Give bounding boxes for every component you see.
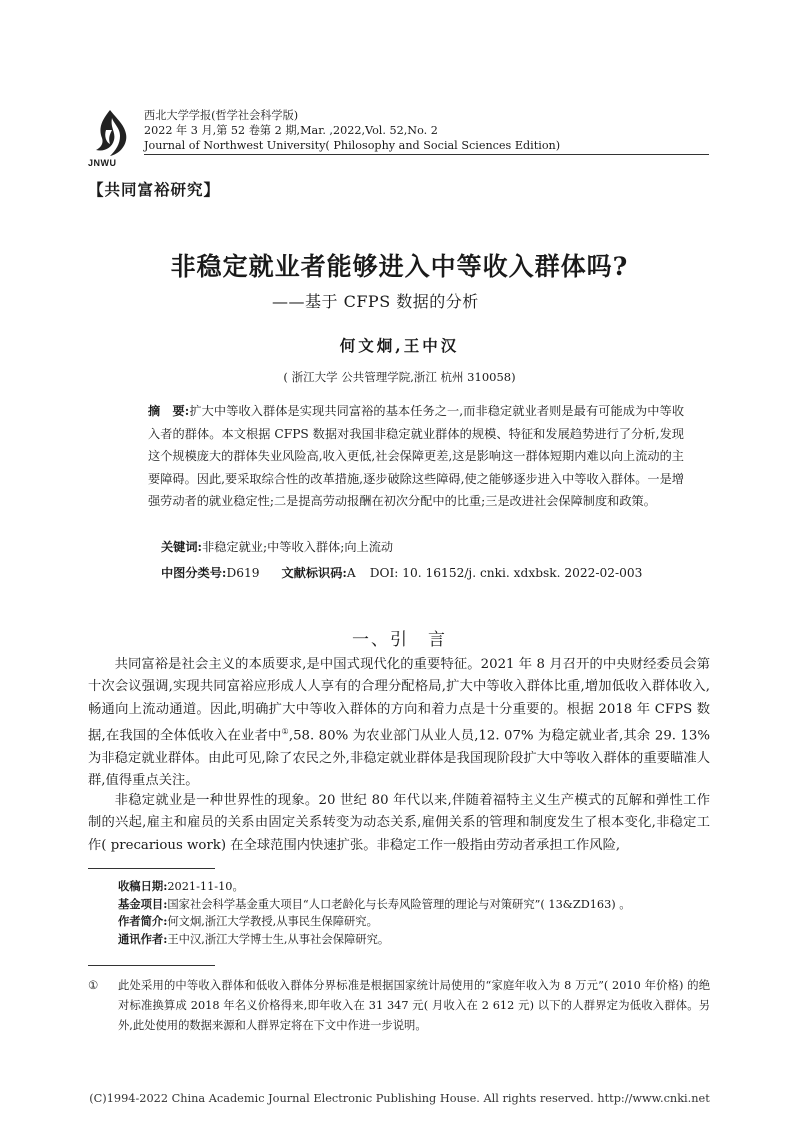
logo-text: JNWU — [88, 158, 117, 168]
affiliation: ( 浙江大学 公共管理学院,浙江 杭州 310058) — [283, 370, 516, 384]
paragraph-1-text-b: ,58. 80% 为农业部门从业人员,12. 07% 为稳定就业者,其余 29. 13% 为非稳定就业群体。由此可见,除了农民之外,非稳定就业群体是我国现阶段扩大中等收入群体的重要瞄准人群,值得重点关注。 — [88, 728, 711, 789]
footnote-text: 此处采用的中等收入群体和低收入群体分界标准是根据国家统计局使用的“家庭年收入为 8 万元”( 2010 年价格) 的绝对标准换算成 2018 年名义价格得来,即年收入在 31 347 元( 月收入在 2 612 元) 以下的人群界定为低收入群体。另外,此处使用的数据来源和人群界定将在下文中作进一步说明。 — [118, 979, 710, 1032]
footnote — [88, 976, 710, 1036]
keywords-text: 非稳定就业;中等收入群体;向上流动 — [202, 540, 394, 554]
footnote-marker: ① — [88, 979, 99, 992]
fund-value: 国家社会科学基金重大项目“人口老龄化与长寿风险管理的理论与对策研究”( 13&ZD163) 。 — [167, 897, 631, 911]
abstract — [148, 400, 684, 513]
journal-header — [144, 108, 560, 153]
corresponding-author — [118, 931, 631, 949]
article-title: 非稳定就业者能够进入中等收入群体吗? — [170, 252, 629, 281]
received-label: 收稿日期: — [118, 879, 168, 893]
paragraph-2 — [88, 790, 710, 857]
doc-code-value: A — [346, 566, 356, 580]
received-value: 2021-11-10。 — [167, 880, 244, 893]
header-rule — [144, 154, 709, 155]
author-bio-label: 作者简介: — [118, 914, 168, 928]
keywords-label: 关键词: — [161, 540, 203, 554]
doi-label: DOI: — [369, 566, 399, 580]
classification — [161, 564, 642, 581]
footnote-rule — [88, 965, 215, 966]
article-subtitle: ——基于 CFPS 数据的分析 — [272, 292, 479, 311]
journal-issue: 2022 年 3 月,第 52 卷第 2 期,Mar. ,2022,Vol. 52,No. 2 — [144, 124, 438, 137]
abstract-label: 摘 要: — [148, 404, 190, 418]
copyright-line: (C)1994-2022 China Academic Journal Electronic Publishing House. All rights reserved. http://www.cnki.net — [89, 1092, 710, 1105]
abstract-text: 扩大中等收入群体是实现共同富裕的基本任务之一,而非稳定就业者则是最有可能成为中等收入者的群体。本文根据 CFPS 数据对我国非稳定就业群体的规模、特征和发展趋势进行了分析,发现这个规模庞大的群体失业风险高,收入更低,社会保障更差,这是影响这一群体短期内难以向上流动的主要障碍。因此,要采取综合性的改革措施,逐步破除这些障碍,使之能够逐步进入中等收入群体。一是增强劳动者的就业稳定性;二是提高劳动报酬在初次分配中的比重;三是改进社会保障制度和政策。 — [148, 404, 685, 508]
fund-label: 基金项目: — [118, 896, 168, 911]
corr-value: 王中汉,浙江大学博士生,从事社会保障研究。 — [167, 932, 390, 946]
notes-rule — [88, 868, 215, 869]
journal-english-name: Journal of Northwest University( Philosophy and Social Sciences Edition) — [144, 139, 561, 152]
doc-code-label: 文献标识码: — [281, 566, 347, 580]
clc-value: D619 — [226, 566, 260, 580]
author-bio-value: 何文炯,浙江大学教授,从事民生保障研究。 — [167, 915, 378, 928]
footnote-ref[interactable]: ① — [281, 727, 289, 737]
clc-label: 中图分类号: — [161, 566, 227, 580]
paragraph-1-text-a: 共同富裕是社会主义的本质要求,是中国式现代化的重要特征。2021 年 8 月召开的中央财经委员会第十次会议强调,实现共同富裕应形成人人享有的合理分配格局,扩大中等收入群体比重,增加低收入群体收入,畅通向上流动通道。因此,明确扩大中等收入群体的方向和着力点是十分重要的。根据 2018 年 CFPS 数据,在我国的全体低收入在业者中 — [88, 657, 710, 744]
corr-label: 通讯作者: — [118, 931, 168, 946]
article-notes — [118, 878, 631, 948]
journal-logo — [88, 108, 132, 170]
paragraph-1 — [88, 654, 710, 793]
doi-value: 10. 16152/j. cnki. xdxbsk. 2022-02-003 — [402, 566, 643, 580]
column-tag: 【共同富裕研究】 — [88, 180, 221, 199]
flame-logo-icon — [88, 108, 132, 160]
fund-project — [118, 896, 631, 914]
section-heading: 一、引 言 — [352, 630, 447, 650]
paragraph-2-text: 非稳定就业是一种世界性的现象。20 世纪 80 年代以来,伴随着福特主义生产模式的瓦解和弹性工作制的兴起,雇主和雇员的关系由固定关系转变为动态关系,雇佣关系的管理和制度发生了根本变化,非稳定工作( precarious work) 在全球范围内快速扩张。非稳定工作一般指由劳动者承担工作风险, — [88, 793, 710, 853]
journal-name: 西北大学学报(哲学社会科学版) — [144, 109, 299, 122]
keywords — [161, 538, 393, 555]
authors: 何文炯,王中汉 — [339, 336, 460, 355]
received-date — [118, 878, 631, 896]
author-bio — [118, 913, 631, 931]
